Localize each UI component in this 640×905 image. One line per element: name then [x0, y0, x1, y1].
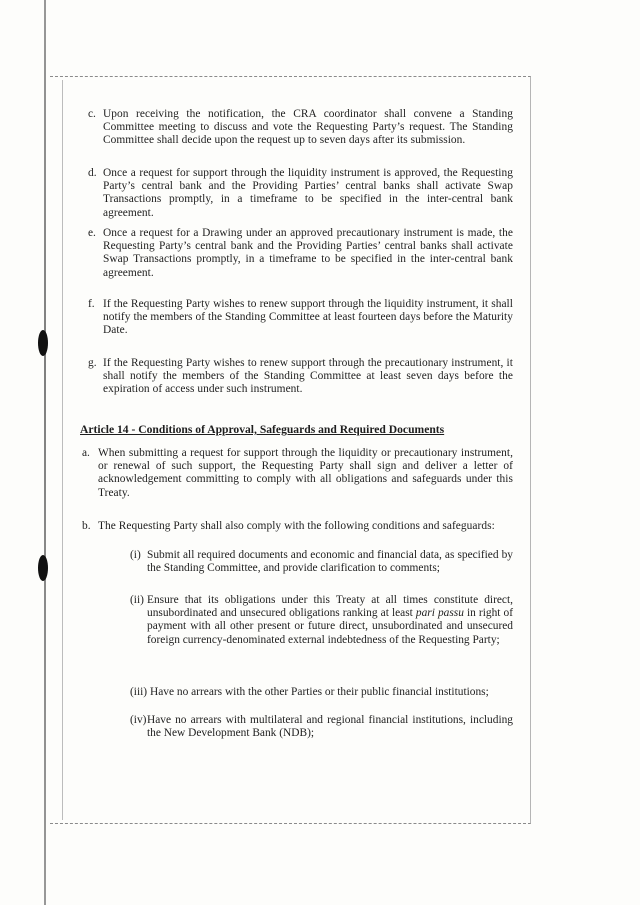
subitem-iv: Have no arrears with multilateral and regional financial institutions, including the New Development Bank (NDB); — [147, 714, 513, 740]
subitem-label: (iv) — [130, 714, 147, 726]
binding-line — [44, 0, 46, 905]
subitem-ii-italic: pari passu — [415, 607, 464, 620]
article-heading: Article 14 - Conditions of Approval, Safeguards and Required Documents — [80, 423, 445, 436]
item-label: c. — [88, 108, 96, 120]
item-label: a. — [82, 447, 90, 459]
paragraph-f: If the Requesting Party wishes to renew support through the liquidity instrument, it shall notify the members of the Standing Committee at least fourteen days before the Maturity Date. — [103, 298, 513, 337]
subitem-i: Submit all required documents and economic and financial data, as specified by the Standing Committee, and provide clarification to comments; — [147, 549, 513, 575]
paragraph-e: Once a request for a Drawing under an approved precautionary instrument is made, the Requesting Party’s central bank and the Providing Parties’ central banks shall activate Swap Transactions promptly, in a timeframe to be specified in the inter-central bank agreement. — [103, 227, 513, 279]
paragraph-a: When submitting a request for support through the liquidity or precautionary instrument, or renewal of such support, the Requesting Party shall sign and deliver a letter of acknowledgement committing to comply with all obligations and safeguards under this Treaty. — [98, 447, 513, 499]
item-label: g. — [88, 357, 97, 369]
subitem-iii: Have no arrears with the other Parties or their public financial institutions; — [150, 686, 489, 698]
paragraph-g: If the Requesting Party wishes to renew support through the precautionary instrument, it shall notify the members of the Standing Committee at least seven days before the expiration of access under such instrument. — [103, 357, 513, 396]
subitem-label: (ii) — [130, 594, 144, 606]
margin-line — [62, 80, 63, 820]
punch-hole — [38, 555, 48, 581]
subitem-ii-text-after: in right of payment with all other present or future direct, unsubordinated and unsecured foreign currency-denominated external indebtedness of the Requesting Party; — [147, 607, 513, 646]
subitem-ii-text-before: Ensure that its obligations under this Treaty at all times constitute direct, unsubordinated and unsecured obligations ranking at least — [147, 594, 513, 620]
item-label: d. — [88, 167, 97, 179]
subitem-ii — [147, 594, 513, 647]
item-label: f. — [88, 298, 95, 310]
punch-hole — [38, 330, 48, 356]
paragraph-c: Upon receiving the notification, the CRA coordinator shall convene a Standing Committee meeting to discuss and vote the Requesting Party’s request. The Standing Committee shall decide upon the request up to seven days after its submission. — [103, 108, 513, 147]
subitem-label: (iii) — [130, 686, 148, 698]
subitem-label: (i) — [130, 549, 141, 561]
paragraph-d: Once a request for support through the liquidity instrument is approved, the Requesting Party’s central bank and the Providing Parties’ central banks shall activate Swap Transactions promptly, in a timeframe to be specified in the inter-central bank agreement. — [103, 167, 513, 219]
item-label: e. — [88, 227, 96, 239]
item-label: b. — [82, 520, 91, 532]
paragraph-b: The Requesting Party shall also comply with the following conditions and safeguards: — [98, 520, 495, 532]
